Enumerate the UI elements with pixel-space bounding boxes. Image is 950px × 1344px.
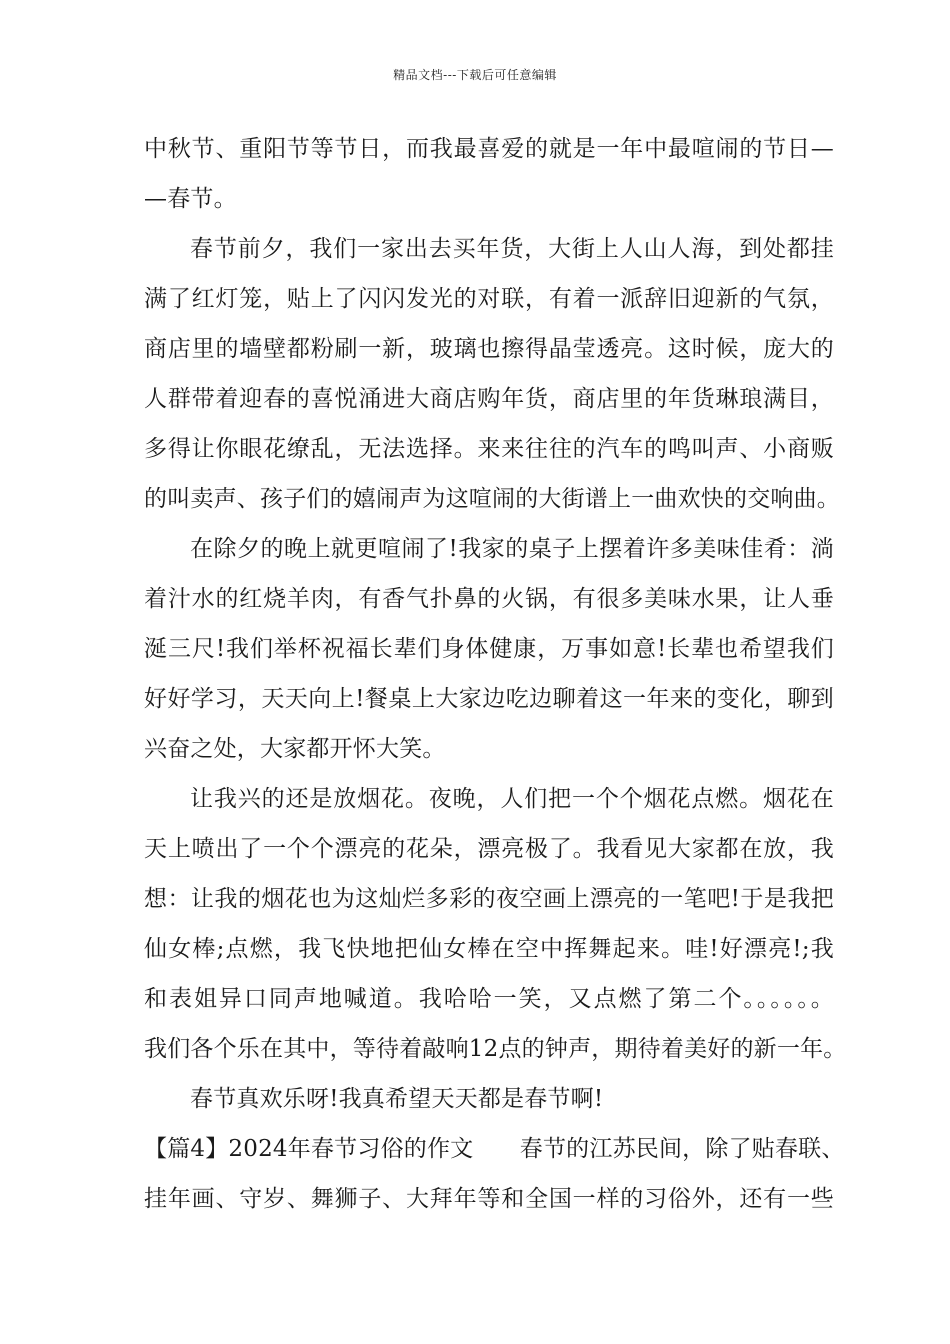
text-line: 着汁水的红烧羊肉，有香气扑鼻的火锅，有很多美味水果，让人垂 [144, 586, 834, 612]
page-header: 精品文档---下载后可任意编辑 [393, 68, 557, 82]
section-heading-line: 【篇4】2024年春节习俗的作文 春节的江苏民间，除了贴春联、 [144, 1136, 845, 1162]
text-line: 仙女棒;点燃，我飞快地把仙女棒在空中挥舞起来。哇!好漂亮!;我 [144, 936, 834, 962]
paragraph-first-line: 让我兴的还是放烟花。夜晚，人们把一个个烟花点燃。烟花在 [190, 786, 834, 812]
text-line: 满了红灯笼，贴上了闪闪发光的对联，有着一派辞旧迎新的气氛， [144, 286, 834, 312]
text-line: —春节。 [144, 186, 237, 212]
text-line: 我们各个乐在其中，等待着敲响12点的钟声，期待着美好的新一年。 [144, 1036, 847, 1062]
text-line: 想：让我的烟花也为这灿烂多彩的夜空画上漂亮的一笔吧!于是我把 [144, 886, 834, 912]
text-line: 兴奋之处，大家都开怀大笑。 [144, 736, 446, 762]
text-line: 的叫卖声、孩子们的嬉闹声为这喧闹的大街谱上一曲欢快的交响曲。 [144, 486, 840, 512]
text-line: 挂年画、守岁、舞狮子、大拜年等和全国一样的习俗外，还有一些 [144, 1186, 834, 1212]
text-line: 中秋节、重阳节等节日，而我最喜爱的就是一年中最喧闹的节日— [144, 136, 834, 162]
paragraph-first-line: 春节前夕，我们一家出去买年货，大街上人山人海，到处都挂 [190, 236, 834, 262]
text-line: 涎三尺!我们举杯祝福长辈们身体健康，万事如意!长辈也希望我们 [144, 636, 834, 662]
text-line: 多得让你眼花缭乱，无法选择。来来往往的汽车的鸣叫声、小商贩 [144, 436, 834, 462]
text-line: 人群带着迎春的喜悦涌进大商店购年货，商店里的年货琳琅满目， [144, 386, 834, 412]
text-line: 商店里的墙壁都粉刷一新，玻璃也擦得晶莹透亮。这时候，庞大的 [144, 336, 834, 362]
paragraph-first-line: 在除夕的晚上就更喧闹了!我家的桌子上摆着许多美味佳肴：淌 [190, 536, 834, 562]
text-line: 天上喷出了一个个漂亮的花朵，漂亮极了。我看见大家都在放，我 [144, 836, 834, 862]
paragraph-first-line: 春节真欢乐呀!我真希望天天都是春节啊! [190, 1086, 604, 1112]
text-line: 好好学习，天天向上!餐桌上大家边吃边聊着这一年来的变化，聊到 [144, 686, 834, 712]
text-line: 和表姐异口同声地喊道。我哈哈一笑，又点燃了第二个。。。。。。 [144, 986, 834, 1012]
